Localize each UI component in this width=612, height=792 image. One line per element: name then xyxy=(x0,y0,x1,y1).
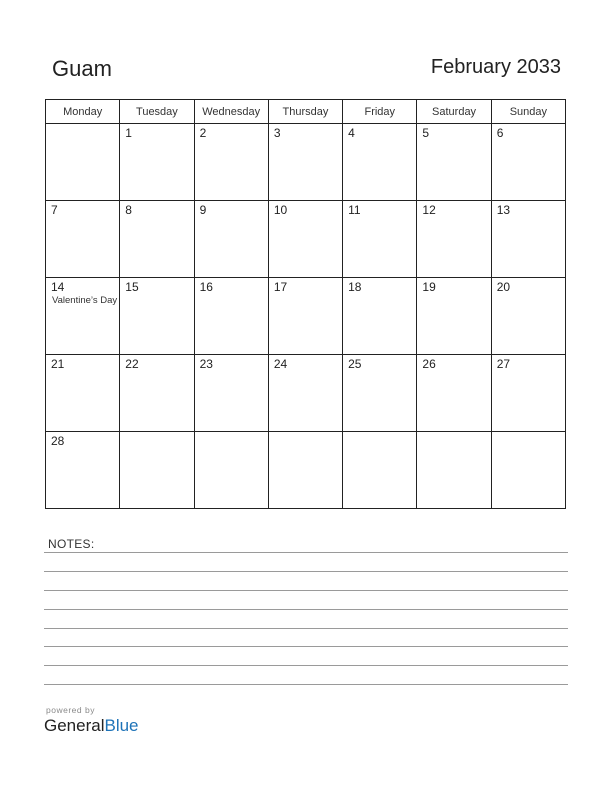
day-cell xyxy=(343,278,417,355)
day-number: 28 xyxy=(51,434,65,448)
powered-by-text: powered by xyxy=(46,705,95,715)
logo-text-blue: Blue xyxy=(104,716,139,735)
day-cell xyxy=(194,124,268,201)
day-cell xyxy=(417,355,491,432)
day-number: 6 xyxy=(496,126,504,140)
day-cell xyxy=(46,432,120,509)
day-number: 23 xyxy=(199,357,213,371)
day-number: 8 xyxy=(125,203,132,217)
day-cell xyxy=(343,432,417,509)
day-number: 16 xyxy=(199,280,213,294)
day-number: 19 xyxy=(422,280,436,294)
weekday-friday: Friday xyxy=(343,100,417,124)
day-number: 15 xyxy=(125,280,139,294)
note-line xyxy=(44,646,568,647)
week-row xyxy=(46,432,566,509)
day-cell xyxy=(120,355,194,432)
day-cell xyxy=(194,201,268,278)
note-line xyxy=(44,684,568,685)
day-number: 18 xyxy=(348,280,362,294)
day-cell xyxy=(268,432,342,509)
note-line xyxy=(44,571,568,572)
month-title: February 2033 xyxy=(430,56,561,78)
day-number xyxy=(195,432,268,435)
day-cell xyxy=(268,124,342,201)
day-cell xyxy=(268,278,342,355)
day-number: 25 xyxy=(348,357,362,371)
note-line xyxy=(44,665,568,666)
day-cell xyxy=(194,278,268,355)
day-cell xyxy=(46,278,120,355)
weekday-monday: Monday xyxy=(46,100,120,124)
weekday-tuesday: Tuesday xyxy=(120,100,194,124)
weekday-header-row xyxy=(46,100,566,124)
day-number: 13 xyxy=(496,203,511,217)
weekday-thursday: Thursday xyxy=(268,100,342,124)
note-line xyxy=(44,609,568,610)
day-cell xyxy=(120,278,194,355)
day-cell xyxy=(491,124,565,201)
day-cell xyxy=(417,124,491,201)
week-row xyxy=(46,124,566,201)
weekday-saturday: Saturday xyxy=(417,100,491,124)
day-cell xyxy=(120,432,194,509)
day-number xyxy=(417,432,490,435)
day-number: 22 xyxy=(125,357,139,371)
day-number xyxy=(120,432,193,435)
region-title: Guam xyxy=(52,56,112,81)
day-cell xyxy=(491,432,565,509)
note-line xyxy=(44,628,568,629)
day-number: 4 xyxy=(348,126,355,140)
day-cell xyxy=(417,201,491,278)
day-number: 24 xyxy=(273,357,288,371)
day-number: 12 xyxy=(422,203,436,217)
week-row xyxy=(46,201,566,278)
day-number: 11 xyxy=(348,203,361,217)
day-cell xyxy=(46,201,120,278)
day-cell xyxy=(194,432,268,509)
week-row xyxy=(46,278,566,355)
day-number: 7 xyxy=(51,203,58,217)
notes-label: NOTES: xyxy=(48,537,95,551)
day-cell xyxy=(417,432,491,509)
day-number: 21 xyxy=(51,357,65,371)
day-number: 5 xyxy=(422,126,430,140)
day-number xyxy=(343,432,416,435)
note-line xyxy=(44,552,568,553)
holiday-label: Valentine’s Day xyxy=(52,295,118,306)
day-number: 27 xyxy=(496,357,511,371)
day-number: 26 xyxy=(422,357,436,371)
day-cell xyxy=(194,355,268,432)
day-cell xyxy=(343,124,417,201)
day-cell xyxy=(46,124,120,201)
day-number: 2 xyxy=(199,126,207,140)
day-number: 10 xyxy=(273,203,288,217)
day-cell xyxy=(491,355,565,432)
weekday-sunday: Sunday xyxy=(491,100,565,124)
calendar-grid xyxy=(45,99,566,509)
day-number xyxy=(269,432,342,435)
day-number: 14 xyxy=(51,280,65,294)
day-number: 20 xyxy=(496,280,511,294)
day-cell xyxy=(417,278,491,355)
logo-text-general: General xyxy=(44,716,105,735)
day-cell xyxy=(46,355,120,432)
week-row xyxy=(46,355,566,432)
generalblue-logo xyxy=(44,716,139,736)
day-number xyxy=(492,432,565,435)
day-cell xyxy=(120,124,194,201)
day-number: 1 xyxy=(125,126,132,140)
day-cell xyxy=(491,201,565,278)
day-cell xyxy=(120,201,194,278)
day-number xyxy=(46,124,119,127)
day-number: 9 xyxy=(199,203,207,217)
day-cell xyxy=(268,201,342,278)
day-number: 17 xyxy=(273,280,288,294)
note-line xyxy=(44,590,568,591)
day-cell xyxy=(491,278,565,355)
weekday-wednesday: Wednesday xyxy=(194,100,268,124)
day-cell xyxy=(343,201,417,278)
day-number: 3 xyxy=(273,126,281,140)
day-cell xyxy=(343,355,417,432)
day-cell xyxy=(268,355,342,432)
